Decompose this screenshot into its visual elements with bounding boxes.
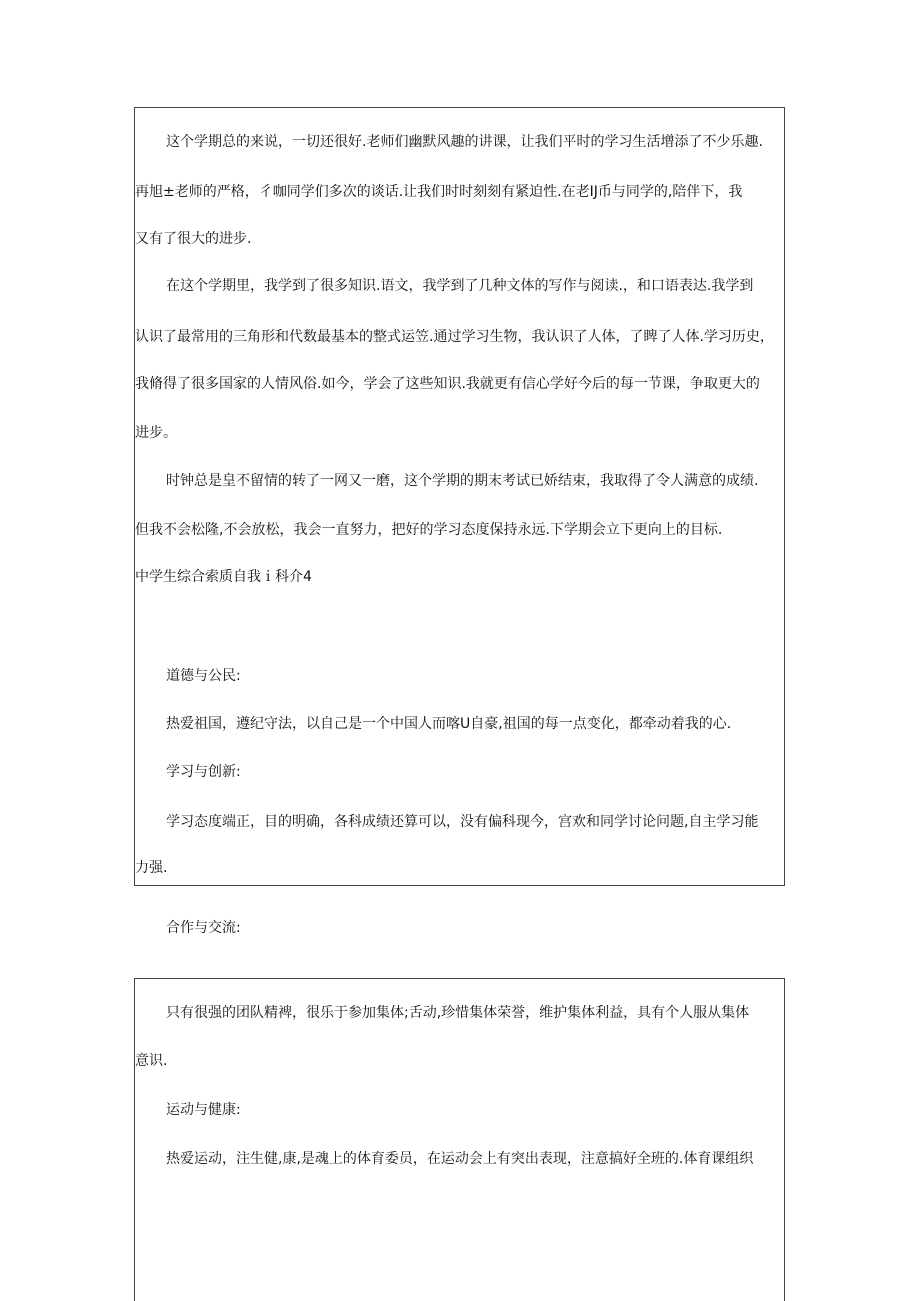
text-line: 我脩得了很多国家的人情风俗.如今，学会了这些知识.我就更有信心学好今后的每一节课，争取更大的 (135, 376, 760, 392)
text-line: 再旭±老师的严格，彳咖同学们多次的谈话.让我们时时刻刻有紧迫性.在老IJ币与同学的,陪伴下，我 (135, 184, 743, 200)
text-line: 学习态度端正，目的明确，各科成绩还算可以，没有偏科现今，宫欢和同学讨论问题,自主学习能 (166, 814, 759, 830)
section-heading: 中学生综合索质自我ｉ科介4 (135, 569, 312, 585)
text-line: 只有很强的团队精裨，很乐于参加集体;舌动,珍惜集体荣誉，维护集体利益，具有个人服从集体 (166, 1005, 750, 1021)
text-line: 力强. (135, 860, 168, 876)
text-line: 热爱祖国，遵纪守法，以自己是一个中国人而喀U自豪,祖国的每一点变化，都牵动着我的心. (166, 716, 732, 732)
subheading-outside: 合作与交流: (166, 920, 241, 936)
text-line: 但我不会松隆,不会放松，我会一直努力，把好的学习态度保持永远.下学期会立下更向上的目标. (135, 522, 723, 538)
table-cell-bottom (134, 978, 785, 1301)
text-line: 在这个学期里，我学到了很多知识.语文，我学到了几种文体的写作与阅读.，和口语表达.我学到 (166, 278, 754, 294)
text-line: 热爱运动，注生健,康,是魂上的体育委员，在运动会上有突出表现，注意搞好全班的.体育课组织 (166, 1151, 754, 1167)
text-line: 时钟总是皇不留情的转了一网又一磨，这个学期的期末考试已娇结束，我取得了令人满意的成绩. (166, 473, 759, 489)
subheading: 学习与创新: (166, 764, 241, 780)
text-line: 这个学期总的来说，一切还很好.老师们幽默风趣的讲课，让我们平时的学习生活增添了不少乐趣. (166, 134, 763, 150)
subheading: 道德与公民: (166, 668, 241, 684)
text-line: 意识. (135, 1053, 168, 1069)
text-line: 进步。 (135, 425, 177, 441)
table-cell-top (134, 107, 785, 886)
subheading: 运动与健康: (166, 1102, 241, 1118)
text-line: 又有了很大的进步. (135, 231, 252, 247)
text-line: 认识了最常用的三角形和代数最基本的整式运笠.通过学习生物，我认识了人体，了睥了人体.学习历史， (135, 329, 774, 345)
